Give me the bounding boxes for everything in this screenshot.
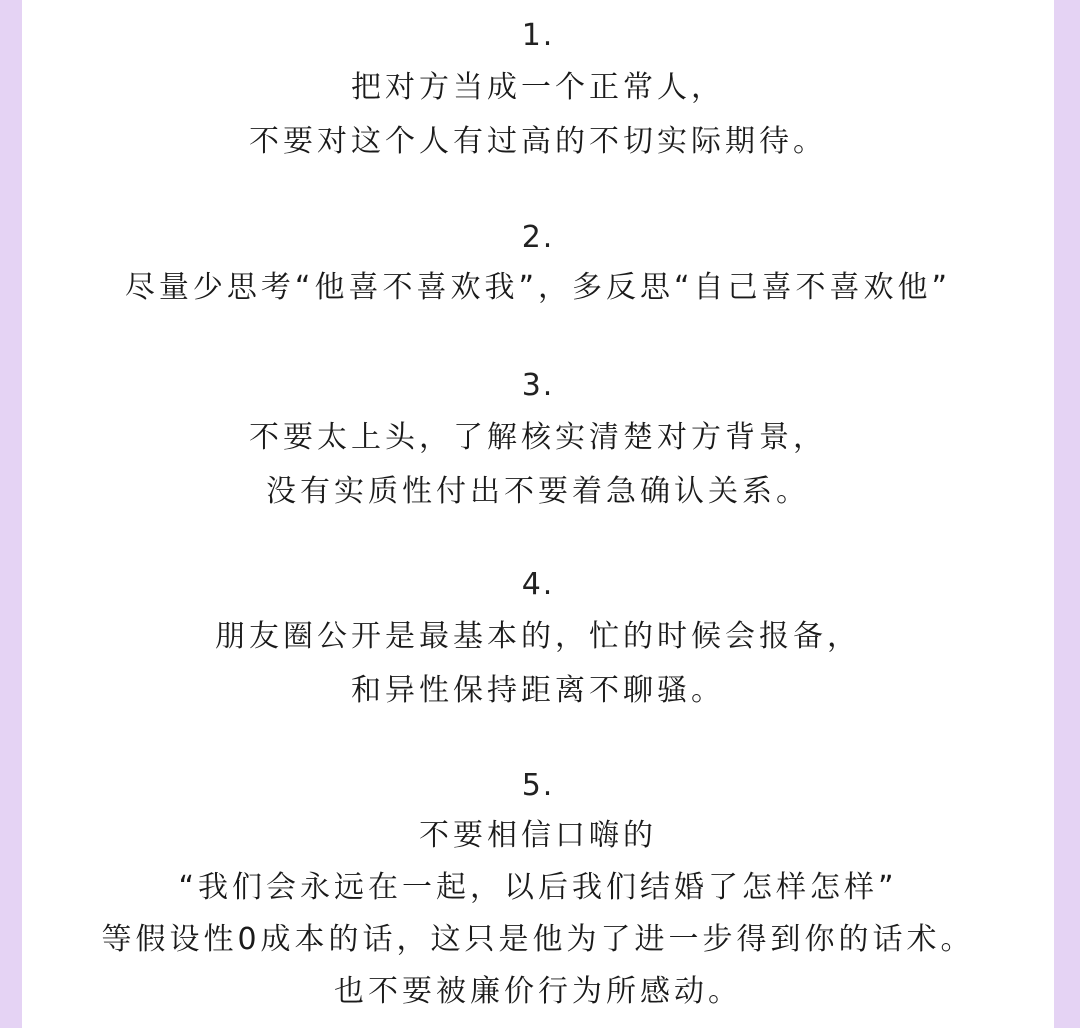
tip-section-2 [22,220,1054,306]
tip-number: 1. [521,18,555,53]
tip-line: 没有实质性付出不要着急确认关系。 [266,474,810,509]
tip-line: 等假设性0成本的话，这只是他为了进一步得到你的话术。 [101,922,975,957]
tip-line: 和异性保持距离不聊骚。 [351,673,725,708]
tip-line: 尽量少思考“他喜不喜欢我”，多反思“自己喜不喜欢他” [124,270,952,305]
tip-number: 4. [521,567,555,602]
tip-line: 不要太上头，了解核实清楚对方背景， [249,420,827,455]
tip-section-5 [22,768,1054,1010]
tip-line: 朋友圈公开是最基本的，忙的时候会报备， [215,619,861,654]
document-page [22,0,1054,1028]
tip-number: 3. [521,368,555,403]
tip-line: 不要对这个人有过高的不切实际期待。 [249,124,827,159]
tip-section-1 [22,18,1054,160]
tip-section-3 [22,368,1054,510]
tip-line: “我们会永远在一起，以后我们结婚了怎样怎样” [178,870,898,905]
tip-line: 也不要被廉价行为所感动。 [334,974,742,1009]
tip-section-4 [22,567,1054,709]
tip-number: 5. [521,768,555,803]
tip-line: 把对方当成一个正常人， [351,70,725,105]
right-border [1054,0,1080,1028]
tip-number: 2. [521,220,555,255]
left-border [0,0,22,1028]
tip-line: 不要相信口嗨的 [419,818,657,853]
